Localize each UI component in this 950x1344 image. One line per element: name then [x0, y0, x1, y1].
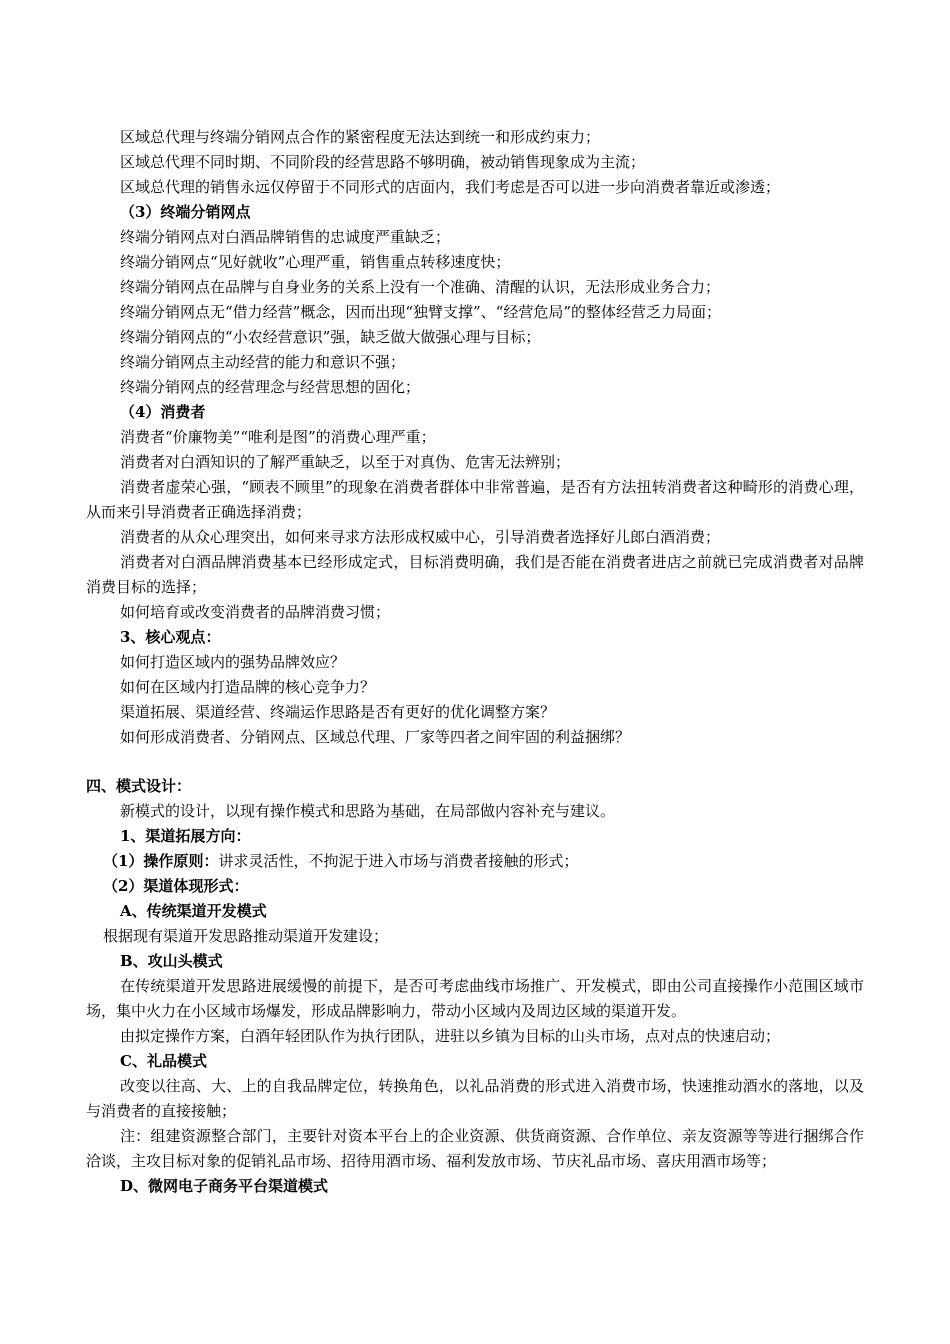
paragraph: 终端分销网点无“借力经营”概念，因而出现“独臂支撑”、“经营危局”的整体经营乏力局面；: [120, 303, 722, 321]
paragraph: 如何在区域内打造品牌的核心竞争力？: [120, 678, 376, 696]
section-heading: 四、模式设计：: [86, 777, 192, 795]
paragraph: 区域总代理的销售永远仅停留于不同形式的店面内，我们考虑是否可以进一步向消费者靠近或渗透；: [120, 178, 781, 196]
paragraph: 根据现有渠道开发思路推动渠道开发建设；: [103, 927, 389, 945]
paragraph: 消费者的从众心理突出，如何来寻求方法形成权威中心，引导消费者选择好儿郎白酒消费；: [120, 528, 721, 546]
paragraph: 渠道拓展、渠道经营、终端运作思路是否有更好的优化调整方案？: [120, 703, 556, 721]
paragraph: 消费者对白酒知识的了解严重缺乏，以至于对真伪、危害无法辨别；: [120, 453, 571, 471]
document-body: [86, 125, 864, 1199]
section-heading: B、攻山头模式: [120, 952, 223, 970]
paragraph: 终端分销网点主动经营的能力和意识不强；: [120, 353, 406, 371]
section-heading: （2）渠道体现形式：: [103, 877, 249, 895]
section-heading: （3）终端分销网点: [120, 203, 251, 221]
section-heading: A、传统渠道开发模式: [120, 902, 267, 920]
section-heading: （4）消费者: [120, 403, 206, 421]
paragraph-text: 讲求灵活性，不拘泥于进入市场与消费者接触的形式；: [218, 852, 579, 870]
paragraph-label: （1）操作原则：: [103, 852, 219, 870]
paragraph: 消费者虚荣心强，“顾表不顾里”的现象在消费者群体中非常普遍，是否有方法扭转消费者这种畸形的消费心理，从而来引导消费者正确选择消费；: [86, 478, 864, 521]
paragraph: [86, 849, 864, 874]
paragraph: 终端分销网点的“小农经营意识”强，缺乏做大做强心理与目标；: [120, 328, 541, 346]
paragraph: 在传统渠道开发思路进展缓慢的前提下，是否可考虑曲线市场推广、开发模式，即由公司直接操作小范围区域市场，集中火力在小区域市场爆发，形成品牌影响力，带动小区域内及周边区域的渠道开发。: [86, 977, 864, 1020]
paragraph: 注：组建资源整合部门，主要针对资本平台上的企业资源、供货商资源、合作单位、亲友资源等等进行捆绑合作洽谈，主攻目标对象的促销礼品市场、招待用酒市场、福利发放市场、节庆礼品市场、喜庆用酒市场等；: [86, 1127, 864, 1170]
paragraph: 终端分销网点的经营理念与经营思想的固化；: [120, 378, 421, 396]
paragraph: 消费者“价廉物美”“唯利是图”的消费心理严重；: [120, 428, 436, 446]
paragraph: 由拟定操作方案，白酒年轻团队作为执行团队，进驻以乡镇为目标的山头市场，点对点的快速启动；: [120, 1027, 781, 1045]
paragraph: 改变以往高、大、上的自我品牌定位，转换角色，以礼品消费的形式进入消费市场，快速推动酒水的落地，以及与消费者的直接接触；: [86, 1077, 864, 1120]
paragraph: 如何打造区域内的强势品牌效应？: [120, 653, 346, 671]
section-heading: 1、渠道拓展方向：: [120, 827, 251, 845]
paragraph: 如何形成消费者、分销网点、区域总代理、厂家等四者之间牢固的利益捆绑？: [120, 728, 631, 746]
paragraph: 消费者对白酒品牌消费基本已经形成定式，目标消费明确，我们是否能在消费者进店之前就已完成消费者对品牌消费目标的选择；: [86, 553, 864, 596]
paragraph: 终端分销网点在品牌与自身业务的关系上没有一个准确、清醒的认识，无法形成业务合力；: [120, 278, 721, 296]
paragraph: 区域总代理不同时期、不同阶段的经营思路不够明确，被动销售现象成为主流；: [120, 153, 646, 171]
paragraph: 如何培育或改变消费者的品牌消费习惯；: [120, 603, 391, 621]
section-heading: 3、核心观点：: [120, 628, 221, 646]
section-heading: C、礼品模式: [120, 1052, 207, 1070]
paragraph: 区域总代理与终端分销网点合作的紧密程度无法达到统一和形成约束力；: [120, 128, 601, 146]
paragraph-spacer: [86, 750, 864, 774]
paragraph: 终端分销网点对白酒品牌销售的忠诚度严重缺乏；: [120, 228, 451, 246]
paragraph: 终端分销网点“见好就收”心理严重，销售重点转移速度快；: [120, 253, 511, 271]
paragraph: 新模式的设计，以现有操作模式和思路为基础，在局部做内容补充与建议。: [120, 802, 616, 820]
section-heading: D、微网电子商务平台渠道模式: [120, 1177, 329, 1195]
